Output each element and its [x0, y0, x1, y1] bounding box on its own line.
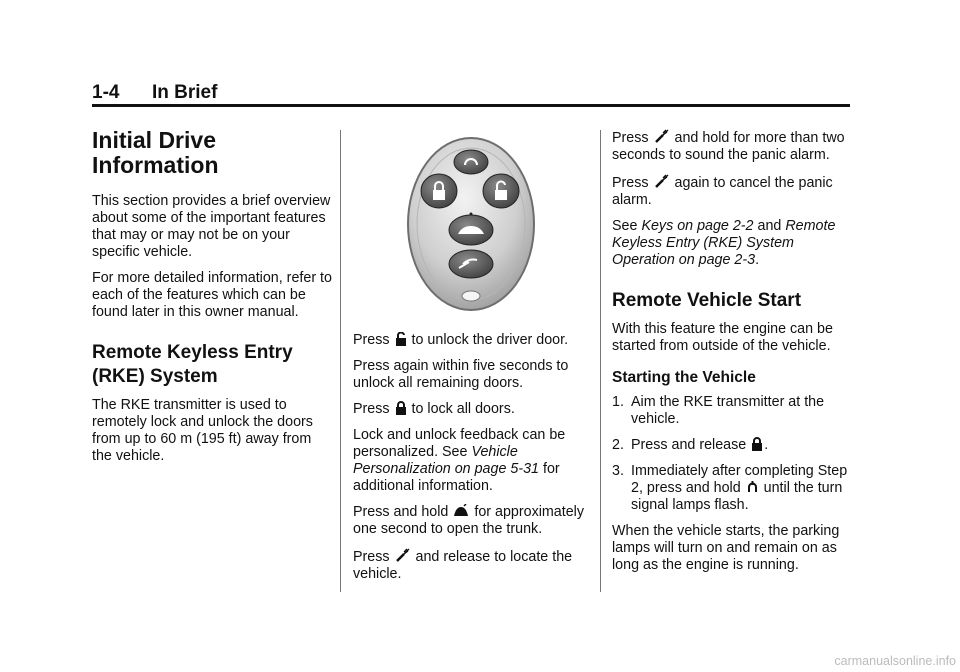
unlock-again-text: Press again within five seconds to unlock all remaining doors.: [353, 358, 569, 391]
column-3: [612, 128, 852, 583]
step-text: Immediately after completing Step 2, press and hold: [631, 463, 848, 496]
step-number: 3.: [612, 463, 624, 479]
trunk-instruction: [353, 504, 585, 538]
step-3: [612, 463, 852, 514]
see-end: .: [755, 252, 760, 268]
lock-pre: Press: [353, 401, 390, 417]
lock-icon: [751, 437, 763, 451]
trunk-pre: Press and hold: [353, 504, 449, 520]
cancel-panic-instruction: [612, 173, 852, 209]
feedback-paragraph: [353, 427, 585, 495]
details-paragraph: For more detailed information, refer to each of the features which can be found later in this owner manual.: [92, 270, 332, 320]
rke-paragraph: The RKE transmitter is used to remotely lock and unlock the doors from up to 60 m (195 ft) away from the vehicle.: [92, 397, 313, 464]
rke-operation-reference: Remote Keyless Entry (RKE) System Operation on page 2-3: [612, 218, 836, 268]
step-number: 2.: [612, 437, 624, 453]
feedback-pre: Lock and unlock feedback can be personalized. See: [353, 427, 566, 460]
unlock-pre: Press: [353, 332, 390, 348]
watermark: carmanualsonline.info: [834, 654, 956, 668]
initial-drive-heading: Initial Drive Information: [92, 127, 219, 178]
step-2: [612, 437, 852, 454]
see-pre: See: [612, 218, 638, 234]
header-rule: [92, 104, 850, 107]
step-text: Press and release: [631, 437, 747, 453]
remote-start-paragraph: With this feature the engine can be started from outside of the vehicle.: [612, 321, 833, 354]
page-number: 1-4: [92, 82, 120, 103]
column-2: [353, 128, 585, 592]
see-references: [612, 218, 852, 269]
lock-post: to lock all doors.: [411, 401, 515, 417]
column-divider: [600, 130, 601, 592]
trunk-post: for approximately one second to open the trunk.: [353, 504, 584, 537]
unlock-instruction: [353, 332, 585, 349]
cancel-pre: Press: [612, 175, 649, 191]
step-end: .: [764, 437, 769, 453]
unlock-post: to unlock the driver door.: [411, 332, 569, 348]
column-1: [92, 128, 332, 474]
feedback-post: for additional information.: [353, 461, 560, 494]
panic-pre: Press: [612, 130, 649, 146]
step-number: 1.: [612, 394, 624, 410]
feedback-reference: Vehicle Personalization on page 5-31: [353, 444, 539, 477]
step-text-end: until the turn signal lamps flash.: [631, 480, 843, 513]
column-divider: [340, 130, 341, 592]
cancel-post: again to cancel the panic alarm.: [612, 175, 833, 208]
rke-heading: Remote Keyless Entry (RKE) System: [92, 342, 293, 387]
trunk-icon: [453, 504, 469, 518]
lock-instruction: [353, 401, 585, 418]
section-title: In Brief: [152, 82, 218, 103]
key-panic-icon: [654, 173, 670, 189]
key-panic-icon: [654, 128, 670, 144]
unlock-icon: [395, 332, 407, 346]
lock-icon: [395, 401, 407, 415]
locate-pre: Press: [353, 549, 390, 565]
panic-instruction: [612, 128, 852, 164]
locate-post: and release to locate the vehicle.: [353, 549, 573, 582]
step-1: [612, 394, 852, 428]
starting-vehicle-heading: Starting the Vehicle: [612, 369, 756, 386]
key-panic-icon: [395, 547, 411, 563]
intro-paragraph: This section provides a brief overview about some of the important features that may or may not be on your specific vehicle.: [92, 193, 331, 260]
parking-lamps-paragraph: When the vehicle starts, the parking lamps will turn on and remain on as long as the engine is running.: [612, 523, 840, 573]
step-text: Aim the RKE transmitter at the vehicle.: [631, 394, 825, 427]
remote-start-heading: Remote Vehicle Start: [612, 290, 802, 311]
keys-reference: Keys on page 2-2: [641, 218, 754, 234]
see-and: and: [757, 218, 782, 234]
locate-instruction: [353, 547, 585, 583]
page-header: [92, 82, 850, 106]
rke-transmitter-image: [405, 136, 537, 312]
remote-start-icon: [746, 480, 759, 494]
panic-post: and hold for more than two seconds to sound the panic alarm.: [612, 130, 845, 163]
